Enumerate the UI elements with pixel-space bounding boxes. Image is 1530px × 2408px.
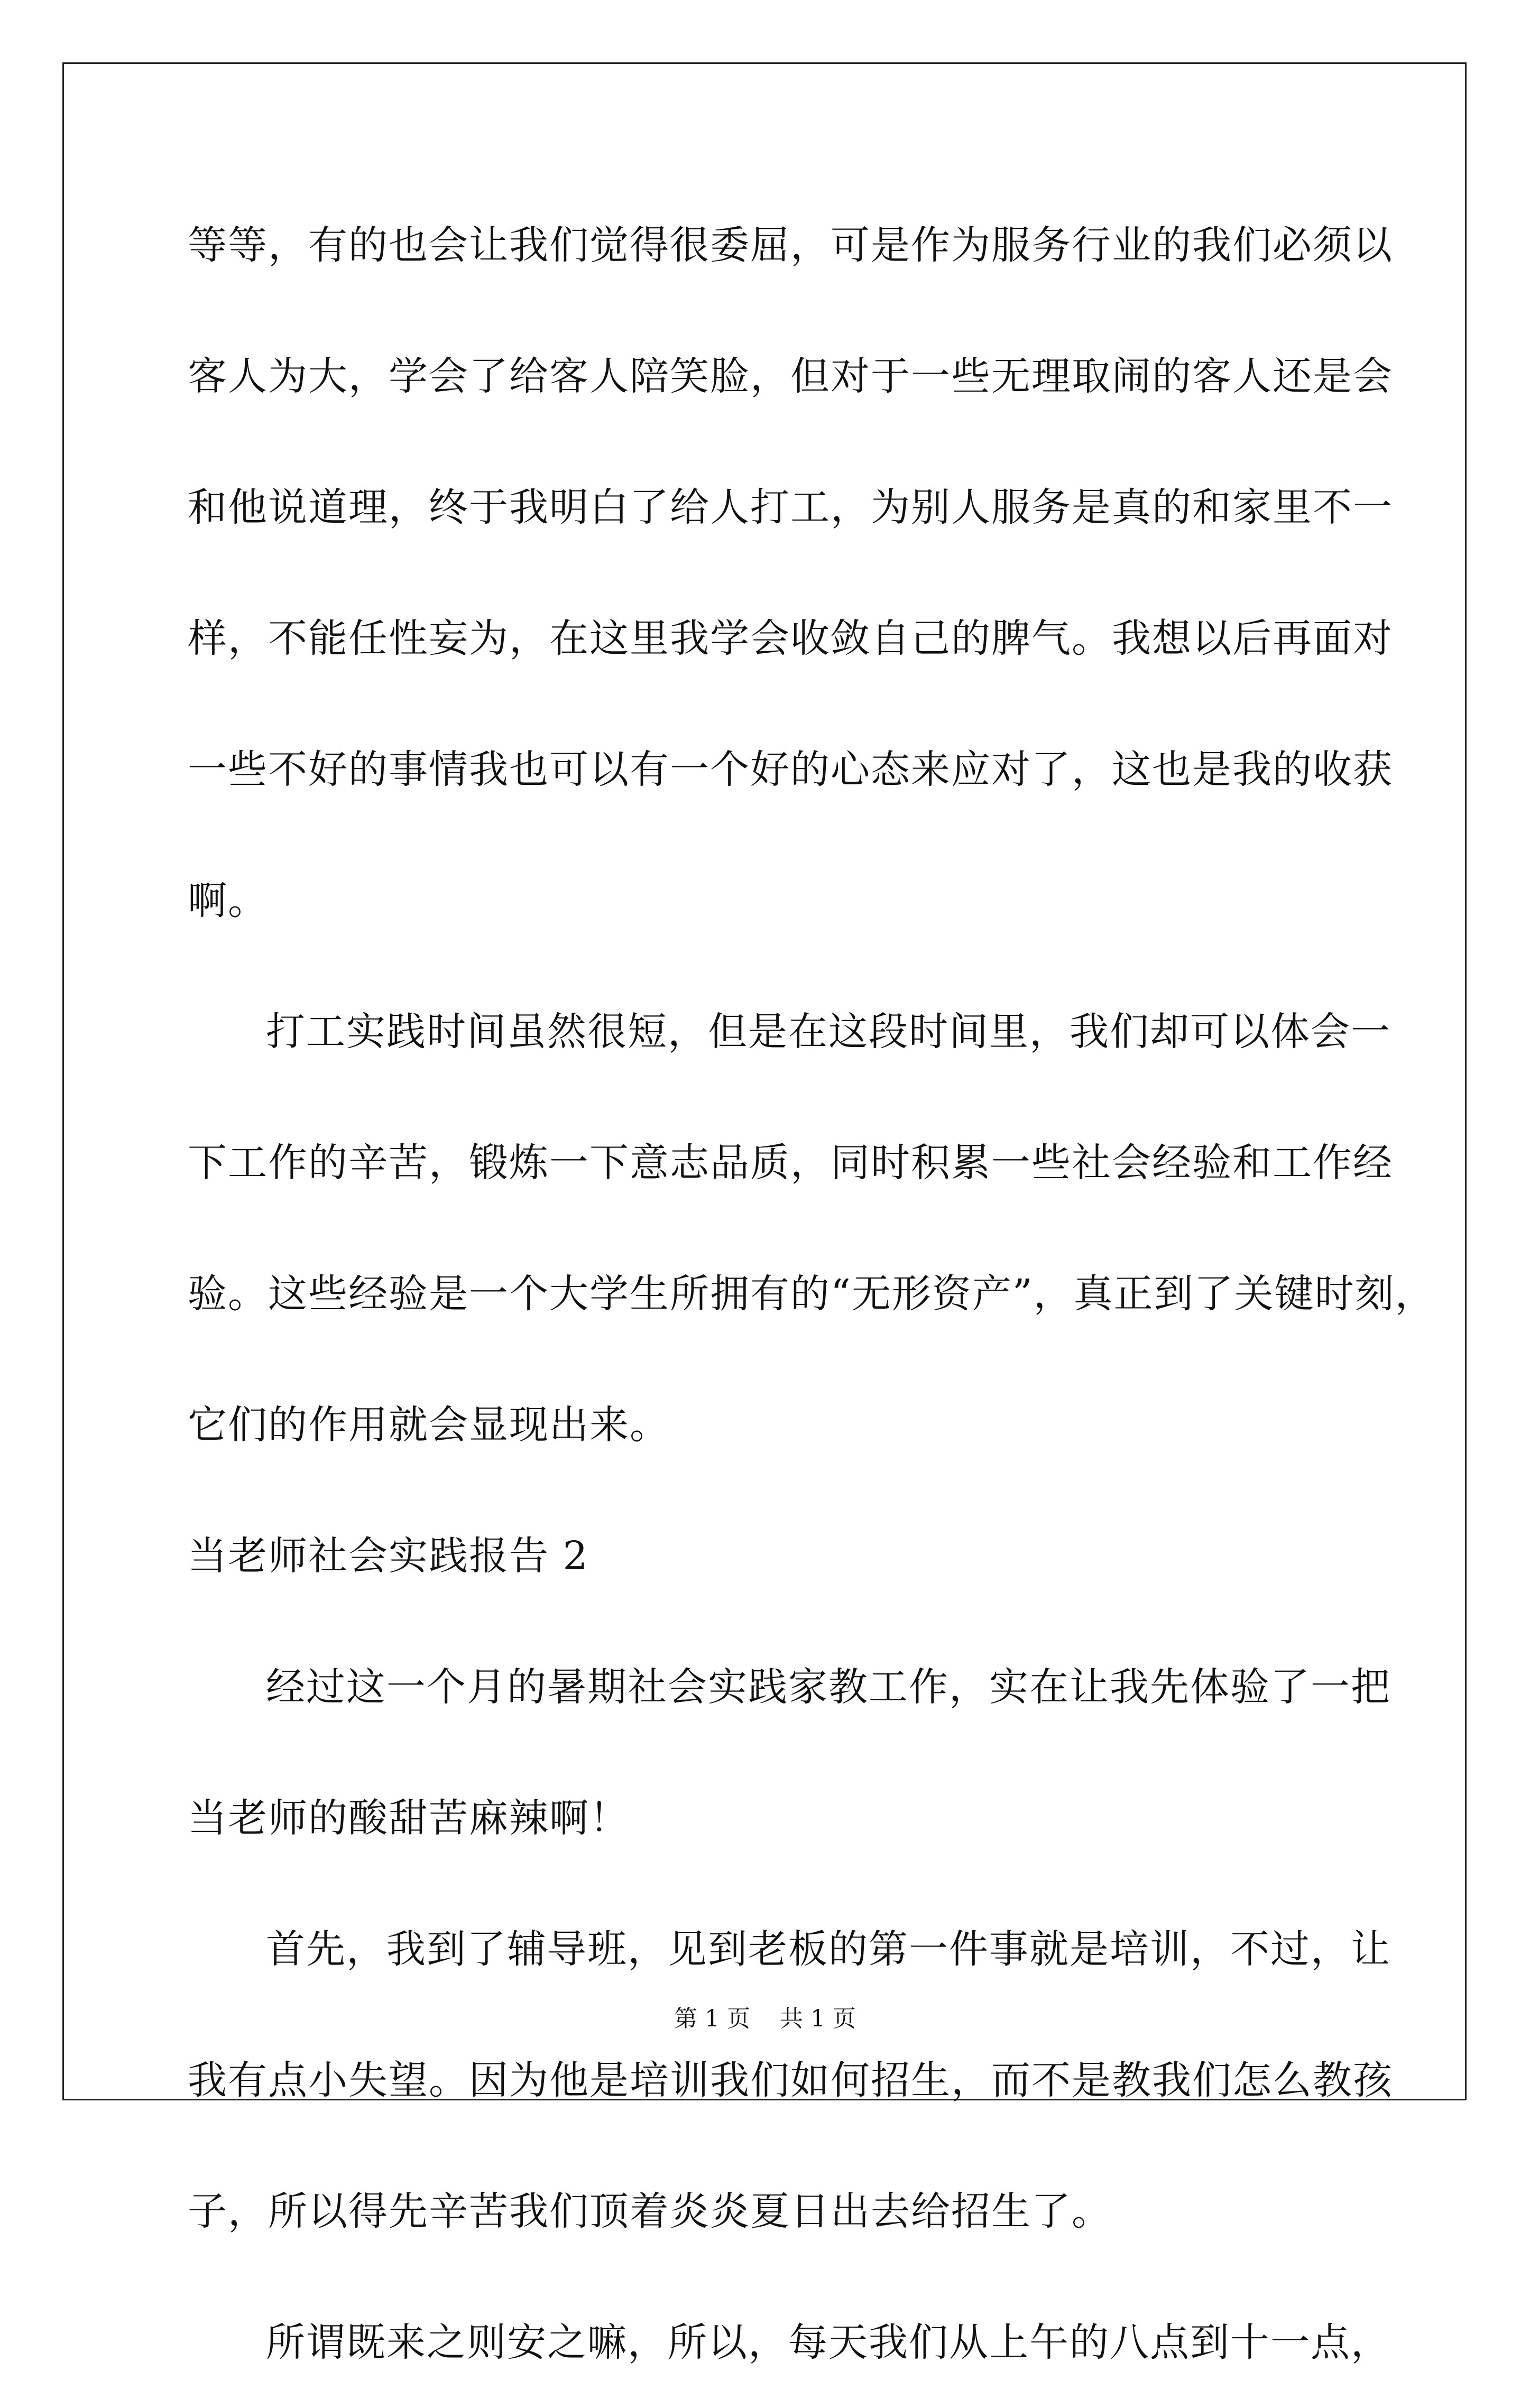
text-line-17: 所谓既来之则安之嘛，所以，每天我们从上午的八点到十一点， — [266, 2320, 1391, 2365]
section-heading: 当老师社会实践报告 2 — [188, 1533, 589, 1579]
text-line-3: 和他说道理，终于我明白了给人打工，为别人服务是真的和家里不一 — [188, 485, 1393, 530]
text-line-6: 啊。 — [188, 878, 268, 923]
document-body — [188, 180, 1435, 2408]
text-line-10: 它们的作用就会显现出来。 — [188, 1402, 670, 1448]
text-line-5: 一些不好的事情我也可以有一个好的心态来应对了，这也是我的收获 — [188, 747, 1393, 792]
text-line-2: 客人为大，学会了给客人陪笑脸，但对于一些无理取闹的客人还是会 — [188, 354, 1393, 399]
text-line-8: 下工作的辛苦，锻炼一下意志品质，同时积累一些社会经验和工作经 — [188, 1140, 1393, 1186]
text-line-4: 样，不能任性妄为，在这里我学会收敛自己的脾气。我想以后再面对 — [188, 616, 1393, 661]
text-line-15: 我有点小失望。因为他是培训我们如何招生，而不是教我们怎么教孩 — [188, 2058, 1393, 2103]
text-line-12: 经过这一个月的暑期社会实践家教工作，实在让我先体验了一把 — [266, 1664, 1391, 1710]
text-line-14: 首先，我到了辅导班，见到老板的第一件事就是培训，不过，让 — [266, 1927, 1391, 1972]
text-line-1: 等等，有的也会让我们觉得很委屈，可是作为服务行业的我们必须以 — [188, 223, 1393, 268]
text-line-9: 验。这些经验是一个大学生所拥有的“无形资产”，真正到了关键时刻， — [188, 1271, 1435, 1317]
text-line-7: 打工实践时间虽然很短，但是在这段时间里，我们却可以体会一 — [266, 1009, 1391, 1054]
text-line-16: 子，所以得先辛苦我们顶着炎炎夏日出去给招生了。 — [188, 2189, 1112, 2234]
page-footer: 第 1 页 共 1 页 — [674, 2005, 856, 2032]
text-line-13: 当老师的酸甜苦麻辣啊！ — [188, 1795, 630, 1841]
